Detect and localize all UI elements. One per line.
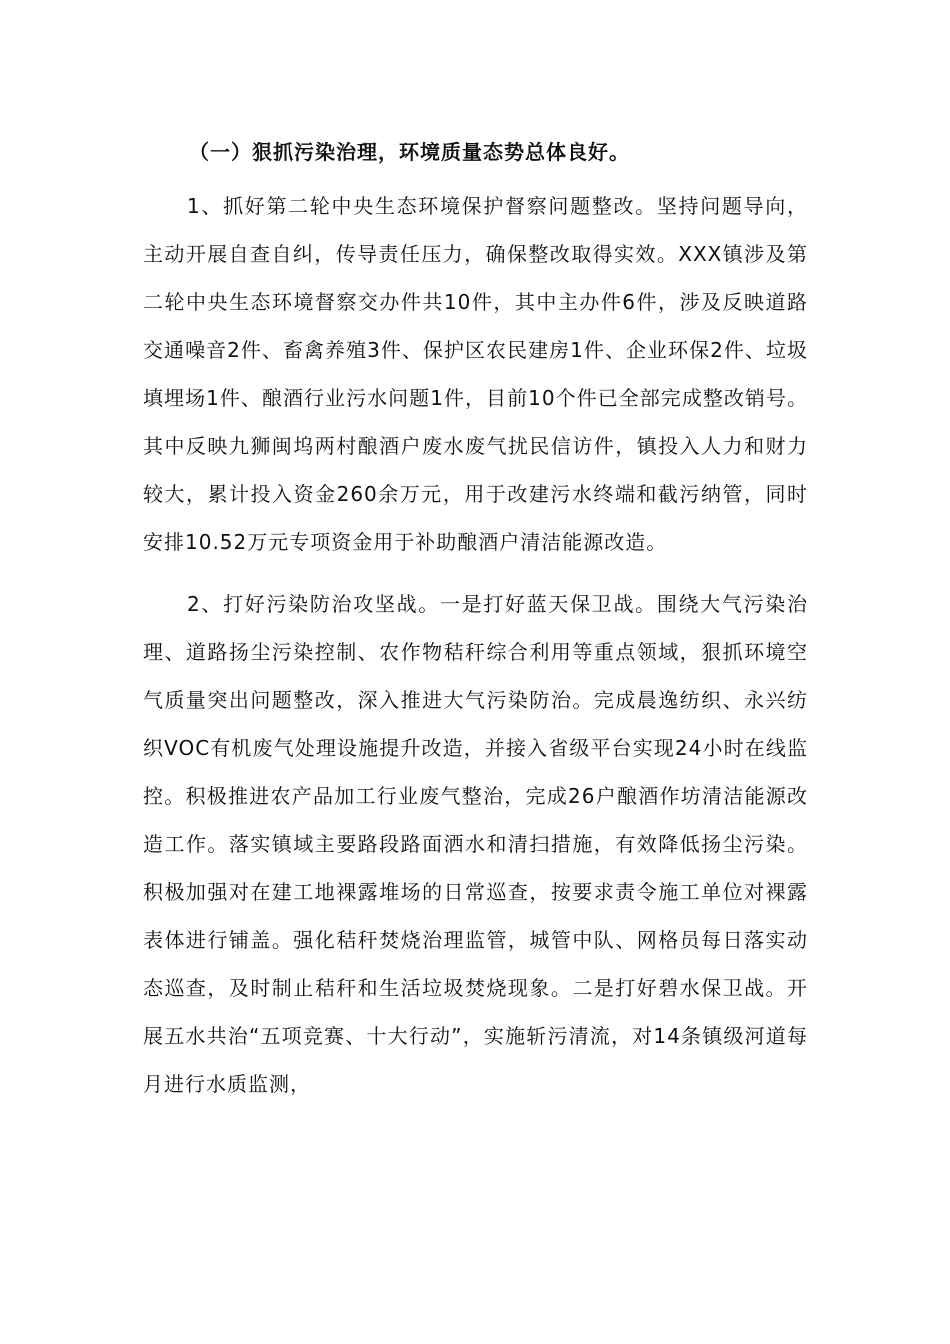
paragraph-1: 1、抓好第二轮中央生态环境保护督察问题整改。坚持问题导向，主动开展自查自纠，传导责任压力，确保整改取得实效。XXX镇涉及第二轮中央生态环境督察交办件共10件，其中主办件6件，涉及反映道路交通噪音2件、畜禽养殖3件、保护区农民建房1件、企业环保2件、垃圾填埋场1件、酿酒行业污水问题1件，目前10个件已全部完成整改销号。其中反映九狮闽坞两村酿酒户废水废气扰民信访件，镇投入人力和财力较大，累计投入资金260余万元，用于改建污水终端和截污纳管，同时安排10.52万元专项资金用于补助酿酒户清洁能源改造。 bbox=[143, 194, 808, 554]
paragraph-2: 2、打好污染防治攻坚战。一是打好蓝天保卫战。围绕大气污染治理、道路扬尘污染控制、农作物秸秆综合利用等重点领域，狠抓环境空气质量突出问题整改，深入推进大气污染防治。完成晨逸纺织、永兴纺织VOC有机废气处理设施提升改造，并接入省级平台实现24小时在线监控。积极推进农产品加工行业废气整治，完成26户酿酒作坊清洁能源改造工作。落实镇域主要路段路面洒水和清扫措施，有效降低扬尘污染。积极加强对在建工地裸露堆场的日常巡查，按要求责令施工单位对裸露表体进行铺盖。强化秸秆焚烧治理监管，城管中队、网格员每日落实动态巡查，及时制止秸秆和生活垃圾焚烧现象。二是打好碧水保卫战。开展五水共治“五项竞赛、十大行动”，实施斩污清流，对14条镇级河道每月进行水质监测， bbox=[143, 592, 808, 1096]
document-body bbox=[143, 128, 808, 1108]
section-heading: （一）狠抓污染治理，环境质量态势总体良好。 bbox=[189, 140, 630, 164]
